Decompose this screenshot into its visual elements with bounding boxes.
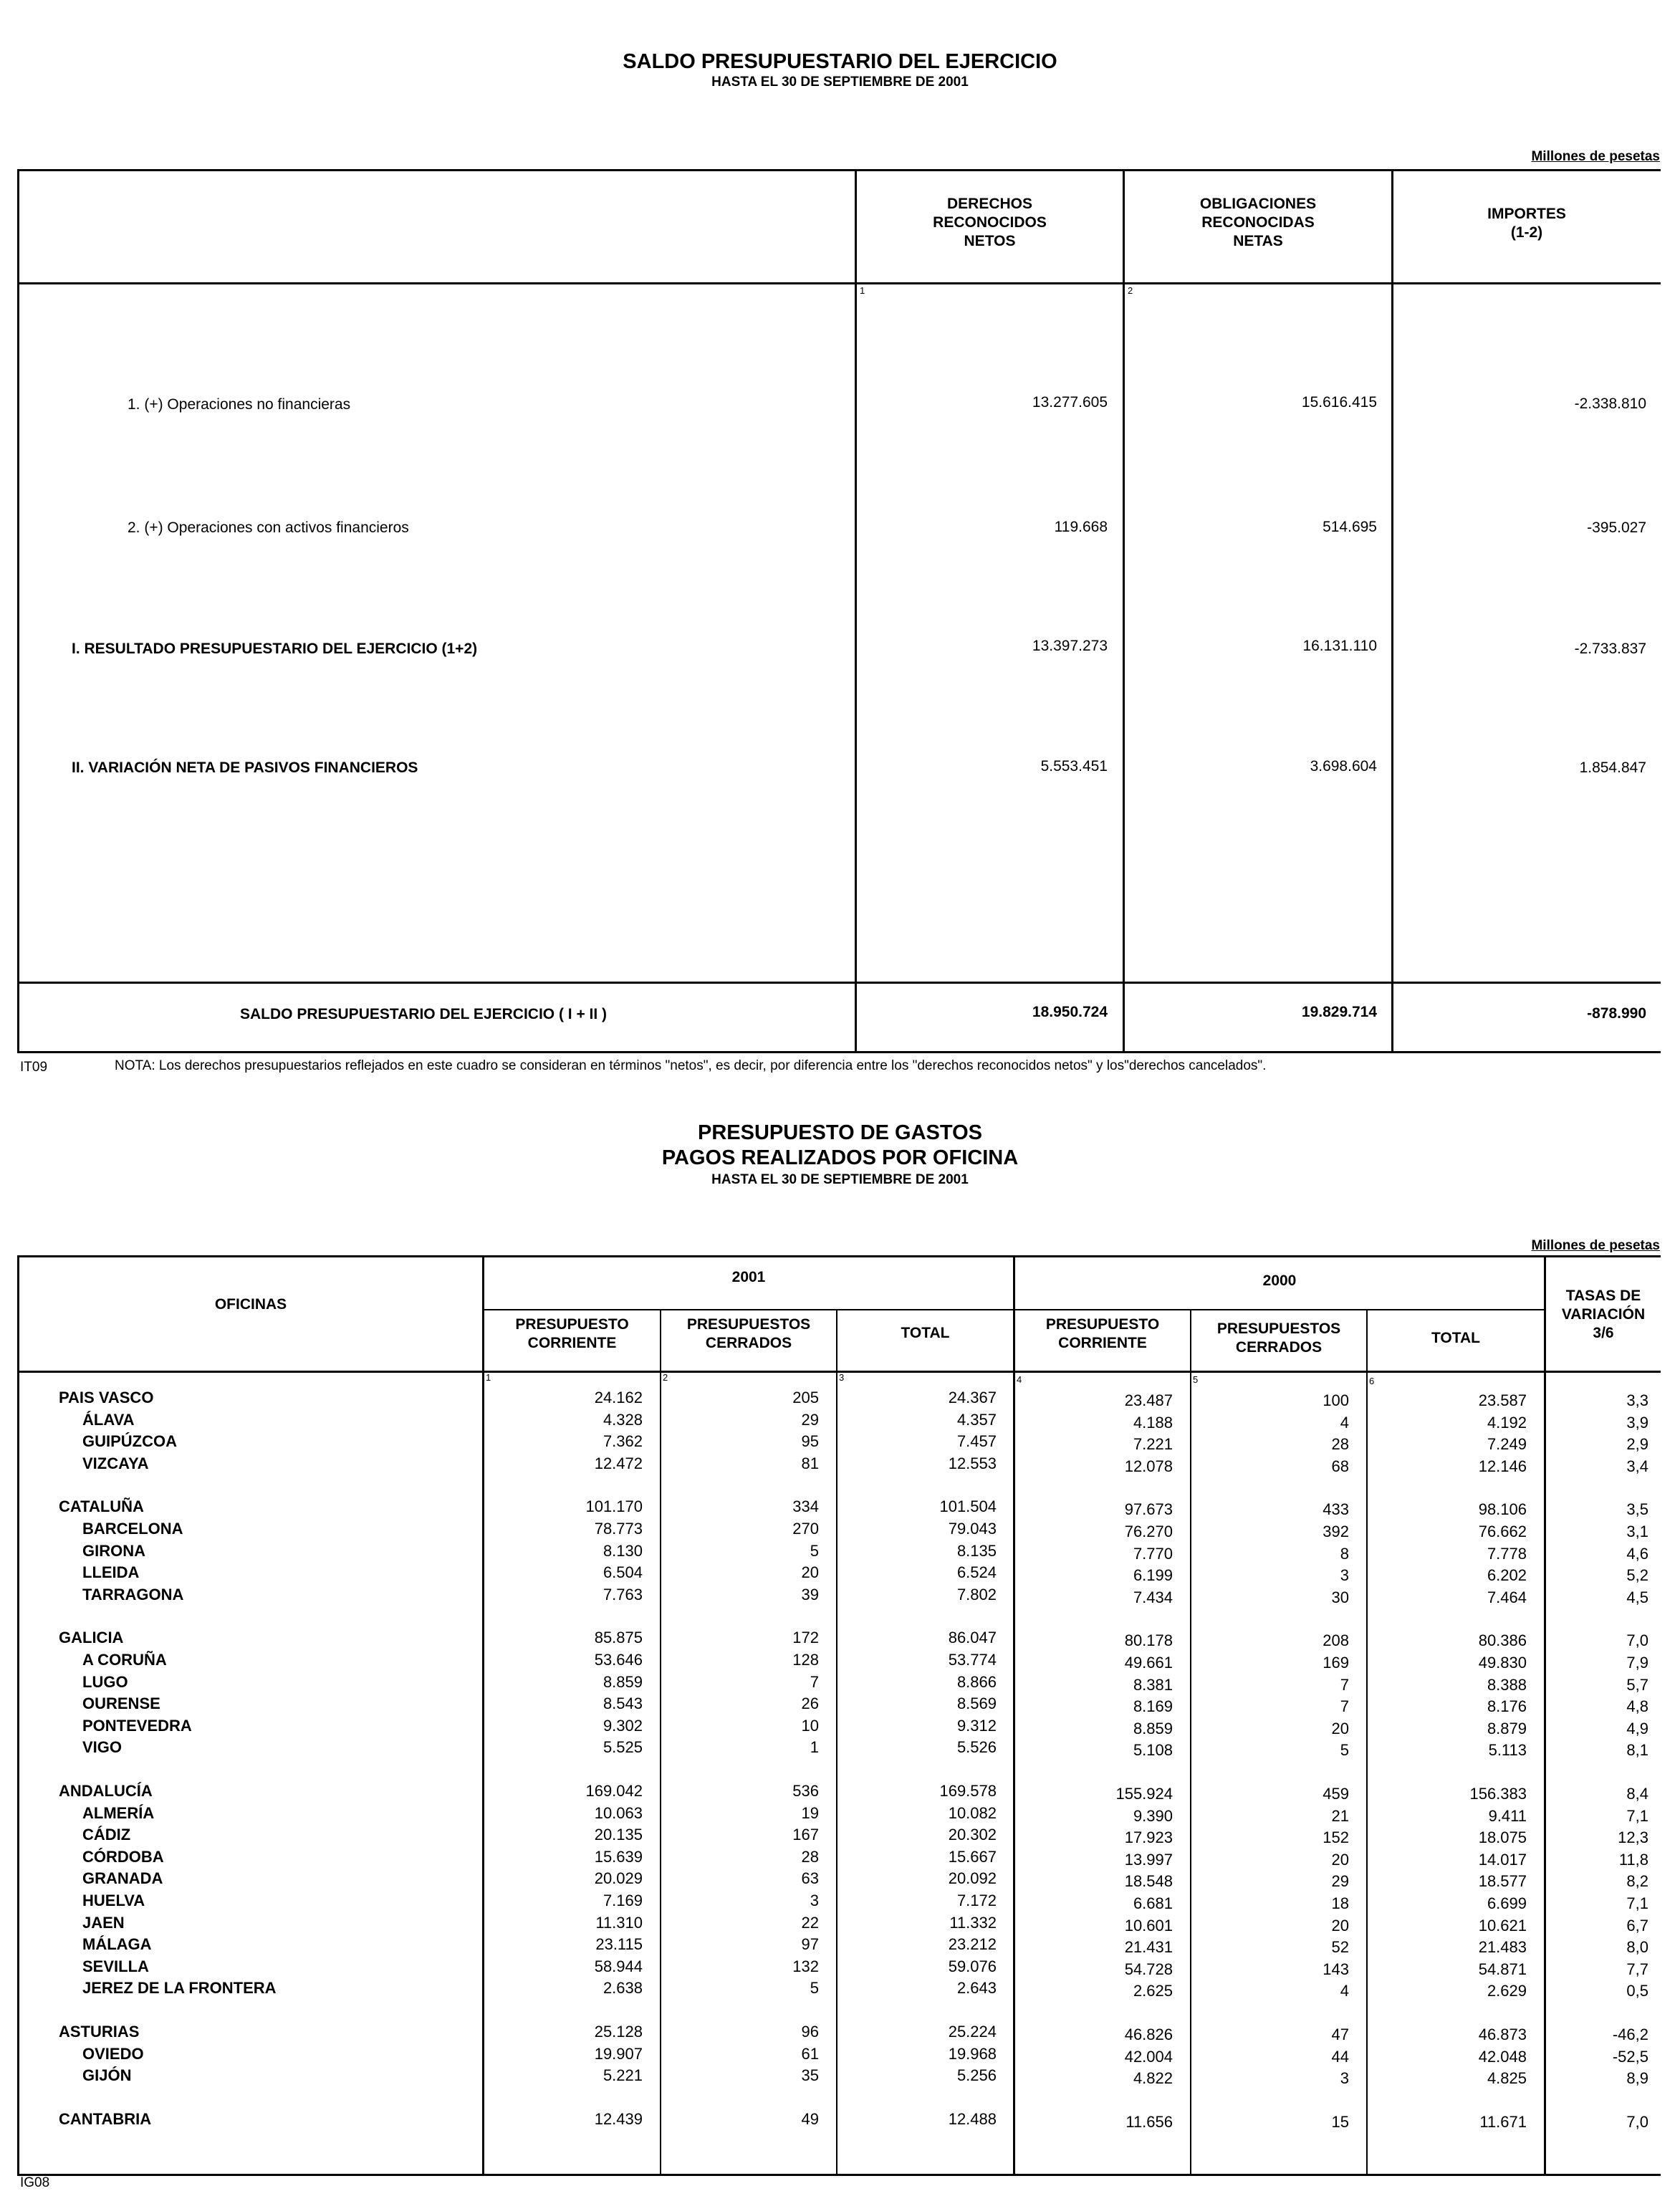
cell-value: 7.778	[1487, 1544, 1527, 1563]
row-label: VIZCAYA	[82, 1454, 149, 1472]
cell-value: 8.569	[956, 1694, 997, 1713]
cell-value: 143	[1323, 1960, 1349, 1978]
cell-value: 49	[801, 2109, 819, 2128]
cell-value: 97	[801, 1935, 819, 1954]
cell-value: 46.826	[1124, 2025, 1173, 2043]
cell-value: 7.802	[956, 1585, 997, 1603]
cell-value: 11.656	[1125, 2112, 1173, 2131]
row-label: ÁLAVA	[82, 1410, 135, 1429]
saldo-unit: Millones de pesetas	[1531, 149, 1660, 164]
cell-value: 68	[1331, 1457, 1349, 1475]
row-label: ASTURIAS	[59, 2023, 140, 2041]
row-label: CANTABRIA	[59, 2109, 152, 2128]
cell-value: 155.924	[1115, 1785, 1173, 1803]
cell-value: 20	[1331, 1719, 1349, 1737]
cell-value: 11.310	[595, 1913, 643, 1932]
cell-value: 132	[792, 1957, 819, 1975]
cell-value: 95	[801, 1432, 819, 1451]
cell-value: 20.135	[594, 1826, 643, 1844]
cell-value: 9.312	[956, 1716, 997, 1735]
cell-value: 18	[1331, 1894, 1349, 1912]
cell-value: -52,5	[1612, 2047, 1648, 2066]
cell-value: 8.135	[956, 1541, 997, 1560]
cell-value: 169	[1323, 1654, 1349, 1672]
cell-value: 1	[810, 1738, 819, 1757]
cell-value: 459	[1323, 1785, 1349, 1803]
row-label: JAEN	[82, 1913, 125, 1932]
cell-value: 10.063	[594, 1803, 643, 1822]
cell-value: 44	[1331, 2047, 1349, 2066]
cell-value: 49.830	[1478, 1654, 1527, 1672]
cell-value: 24.162	[594, 1389, 643, 1406]
cell-value: 13.997	[1124, 1850, 1173, 1869]
cell-value: 8.543	[603, 1694, 643, 1713]
cell-value: 6,7	[1626, 1916, 1648, 1934]
cell-value: 18.577	[1478, 1872, 1527, 1891]
cell-value: 18.548	[1124, 1872, 1173, 1891]
row-label: CÁDIZ	[82, 1826, 131, 1844]
cell-value: 5	[1340, 1741, 1349, 1760]
cell-value: 7,9	[1626, 1654, 1648, 1672]
cell-value: 4	[1340, 1413, 1349, 1432]
cell-value: 3,1	[1626, 1523, 1648, 1540]
cell-value: 270	[792, 1520, 819, 1538]
cell-value: 5,7	[1626, 1675, 1648, 1694]
row-label: GRANADA	[82, 1869, 163, 1888]
header-oficinas: OFICINAS	[214, 1296, 287, 1313]
cell-value: 12,3	[1618, 1828, 1648, 1847]
cell-value: 25.128	[594, 2023, 643, 2041]
col-number-1: 1	[860, 285, 865, 296]
cell-value: 4,9	[1626, 1719, 1648, 1737]
cell-value: 0,5	[1626, 1982, 1648, 2000]
cell-value: 35	[801, 2066, 819, 2085]
header-total-2000: TOTAL	[1431, 1330, 1481, 1346]
cell-value: 7,1	[1626, 1806, 1648, 1825]
col-number-2: 2	[1128, 285, 1133, 296]
cell-value: 2.643	[956, 1979, 997, 1998]
cell-value: 8	[1340, 1544, 1349, 1563]
cell-value: 7,0	[1626, 1631, 1648, 1650]
cell-value: 11.332	[949, 1913, 997, 1932]
cell-value: 7.362	[603, 1432, 643, 1451]
cell-value: 10	[801, 1716, 819, 1735]
cell-value: 5.526	[956, 1738, 997, 1757]
cell-value: 28	[801, 1847, 819, 1866]
cell-value: 3,9	[1626, 1413, 1648, 1432]
cell-value: 20.092	[948, 1869, 997, 1888]
cell-value: 42.004	[1124, 2047, 1173, 2066]
cell-value: 4.192	[1487, 1413, 1527, 1432]
row-label: A CORUÑA	[82, 1651, 167, 1669]
cell-value: 10.601	[1124, 1916, 1173, 1934]
cell-value: 6.202	[1487, 1566, 1527, 1585]
col-number: 6	[1369, 1376, 1375, 1386]
cell-value: 128	[792, 1651, 819, 1669]
cell-value: 19.968	[948, 2044, 997, 2063]
row-label: TARRAGONA	[82, 1585, 184, 1603]
cell-value: 20	[1331, 1850, 1349, 1869]
row-label: VIGO	[82, 1738, 123, 1757]
saldo-subtitle: HASTA EL 30 DE SEPTIEMBRE DE 2001	[711, 75, 969, 90]
cell-value: 10.082	[948, 1803, 997, 1822]
cell-value: 8.381	[1133, 1675, 1173, 1694]
cell-value: 39	[801, 1585, 819, 1603]
cell-value: 79.043	[948, 1520, 997, 1538]
cell-value: 61	[801, 2044, 819, 2063]
cell-value: 22	[801, 1913, 819, 1932]
col-number: 1	[486, 1372, 491, 1383]
cell-value: 12.472	[594, 1454, 643, 1472]
cell-value: 7	[810, 1672, 819, 1691]
cell-value: 205	[792, 1389, 819, 1406]
cell-value: 52	[1331, 1938, 1349, 1957]
cell-value: 3,5	[1626, 1500, 1648, 1519]
cell-value: 2.638	[603, 1979, 643, 1998]
cell-value: 12.146	[1478, 1457, 1527, 1475]
row-label: HUELVA	[82, 1892, 145, 1909]
cell-value: 96	[801, 2023, 819, 2041]
row-label: GIRONA	[82, 1541, 145, 1560]
row-label: OVIEDO	[82, 2044, 144, 2063]
row-label: ALMERÍA	[82, 1803, 155, 1822]
cell-value: 6.504	[603, 1563, 643, 1582]
cell-value: 169.042	[585, 1782, 643, 1800]
cell-value: 12.553	[948, 1454, 997, 1472]
cell-value: 29	[1331, 1872, 1349, 1891]
cell-value: 8,4	[1626, 1785, 1648, 1803]
cell-value: 3	[810, 1892, 819, 1909]
cell-value: 23.115	[595, 1935, 643, 1954]
gastos-title2: PAGOS REALIZADOS POR OFICINA	[661, 1146, 1019, 1169]
row-label: CATALUÑA	[59, 1497, 144, 1516]
col-number: 5	[1193, 1374, 1199, 1385]
row-label: ANDALUCÍA	[59, 1782, 153, 1800]
cell-value: 7,1	[1626, 1894, 1648, 1912]
header-corriente-2000: PRESUPUESTO CORRIENTE	[1045, 1316, 1160, 1351]
cell-value: 17.923	[1124, 1828, 1173, 1847]
row-label: MÁLAGA	[82, 1935, 152, 1954]
header-tasas: TASAS DE VARIACIÓN 3/6	[1561, 1288, 1646, 1341]
cell-value: 97.673	[1124, 1500, 1173, 1519]
cell-value: 42.048	[1478, 2047, 1527, 2066]
cell-value: 8,2	[1626, 1872, 1648, 1891]
col-number: 3	[839, 1372, 845, 1383]
cell-value: 54.728	[1124, 1960, 1173, 1978]
cell-value: 7.457	[956, 1432, 997, 1451]
cell-value: 76.662	[1478, 1523, 1527, 1540]
cell-value: 63	[801, 1869, 819, 1888]
cell-value: 334	[792, 1497, 819, 1516]
cell-value: 30	[1331, 1588, 1349, 1606]
gastos-subtitle: HASTA EL 30 DE SEPTIEMBRE DE 2001	[711, 1172, 969, 1187]
cell-value: 98.106	[1478, 1500, 1527, 1519]
cell-value: 5.221	[603, 2066, 643, 2085]
cell-value: 4.822	[1133, 2069, 1173, 2088]
cell-value: 11,8	[1618, 1850, 1648, 1869]
cell-value: 15	[1331, 2112, 1349, 2131]
header-obligaciones: OBLIGACIONES RECONOCIDAS NETAS	[1199, 196, 1317, 249]
cell-value: 5.525	[603, 1738, 643, 1757]
cell-value: 7	[1340, 1675, 1349, 1694]
cell-value: 3	[1340, 1566, 1349, 1585]
cell-value: 9.390	[1133, 1806, 1173, 1825]
cell-value: 6.699	[1487, 1894, 1527, 1912]
cell-value: 100	[1323, 1391, 1349, 1409]
cell-value: 152	[1323, 1828, 1349, 1847]
row-label: GUIPÚZCOA	[82, 1432, 177, 1451]
cell-value: 47	[1331, 2025, 1349, 2043]
cell-value: 8,9	[1626, 2069, 1648, 2088]
cell-value: 19	[801, 1803, 819, 1822]
cell-value: 208	[1323, 1631, 1349, 1650]
cell-value: 5.113	[1488, 1741, 1527, 1760]
cell-value: 7	[1340, 1697, 1349, 1716]
cell-value: 6.524	[956, 1563, 997, 1582]
cell-value: 12.078	[1124, 1457, 1173, 1475]
cell-value: 23.587	[1478, 1391, 1527, 1409]
cell-value: 392	[1323, 1523, 1349, 1540]
cell-value: 20.302	[948, 1826, 997, 1844]
cell-value: 8,1	[1626, 1741, 1648, 1760]
cell-value: 29	[801, 1410, 819, 1429]
cell-value: 8.859	[603, 1672, 643, 1691]
cell-value: 4.357	[956, 1410, 997, 1429]
cell-value: 11.671	[1479, 2112, 1527, 2131]
cell-value: 101.170	[585, 1497, 643, 1516]
cell-value: 9.302	[603, 1716, 643, 1735]
cell-value: 9.411	[1488, 1806, 1527, 1825]
row-label: LLEIDA	[82, 1563, 140, 1582]
cell-value: 101.504	[939, 1497, 997, 1516]
row-label: OURENSE	[82, 1694, 160, 1713]
cell-value: 24.367	[948, 1389, 997, 1406]
cell-value: 4.825	[1487, 2069, 1527, 2088]
gastos-unit: Millones de pesetas	[1531, 1238, 1660, 1253]
header-importes: IMPORTES (1-2)	[1487, 206, 1566, 241]
cell-value: 167	[792, 1826, 819, 1844]
cell-value: 58.944	[594, 1957, 643, 1975]
header-cerrados-2000: PRESUPUESTOS CERRADOS	[1216, 1320, 1341, 1356]
cell-value: 26	[801, 1694, 819, 1713]
cell-value: 18.075	[1478, 1828, 1527, 1847]
cell-value: 8.169	[1133, 1697, 1173, 1716]
cell-value: 86.047	[948, 1629, 997, 1647]
cell-value: 536	[792, 1782, 819, 1800]
cell-value: 7.763	[603, 1585, 643, 1603]
cell-value: 2.625	[1133, 1982, 1173, 2000]
cell-value: 49.661	[1124, 1654, 1173, 1672]
cell-value: 20	[801, 1563, 819, 1582]
cell-value: 4.188	[1133, 1413, 1173, 1432]
cell-value: 8.176	[1487, 1697, 1527, 1716]
cell-value: 3	[1340, 2069, 1349, 2088]
cell-value: 21.431	[1124, 1938, 1173, 1957]
row-label: GALICIA	[59, 1629, 124, 1647]
cell-value: 7.434	[1133, 1588, 1173, 1606]
col-number: 4	[1017, 1374, 1022, 1385]
cell-value: 5	[810, 1979, 819, 1998]
cell-value: 7,7	[1626, 1960, 1648, 1978]
cell-value: 7.172	[956, 1892, 997, 1909]
cell-value: 7.249	[1487, 1435, 1527, 1454]
cell-value: 15.639	[594, 1847, 643, 1866]
cell-value: 6.199	[1133, 1566, 1173, 1585]
saldo-note: NOTA: Los derechos presupuestarios reflejados en este cuadro se consideran en términos "netos", es decir, por diferencia entre los "derechos reconocidos netos" y los"derechos cancelados".	[115, 1058, 1267, 1073]
cell-value: 53.646	[594, 1651, 643, 1669]
cell-value: 8.388	[1487, 1675, 1527, 1694]
cell-value: 78.773	[594, 1520, 643, 1538]
row-label: SEVILLA	[82, 1957, 149, 1975]
header-year-2001: 2001	[731, 1269, 766, 1285]
cell-value: 10.621	[1478, 1916, 1527, 1934]
cell-value: 23.487	[1124, 1391, 1173, 1409]
cell-value: 8.866	[956, 1672, 997, 1691]
cell-value: 54.871	[1478, 1960, 1527, 1978]
row-label: JEREZ DE LA FRONTERA	[82, 1979, 277, 1998]
cell-value: 433	[1323, 1500, 1349, 1519]
cell-value: 5.108	[1133, 1741, 1173, 1760]
cell-value: 7,0	[1626, 2112, 1648, 2131]
cell-value: 7.221	[1133, 1435, 1173, 1454]
cell-value: 23.212	[948, 1935, 997, 1954]
row-label: BARCELONA	[82, 1520, 183, 1538]
cell-value: 12.488	[948, 2109, 997, 2128]
cell-value: 15.667	[948, 1847, 997, 1866]
cell-value: 2,9	[1626, 1435, 1648, 1454]
cell-value: 46.873	[1478, 2025, 1527, 2043]
gastos-title: PRESUPUESTO DE GASTOS	[698, 1121, 982, 1144]
cell-value: 59.076	[948, 1957, 997, 1975]
cell-value: 8.859	[1133, 1719, 1173, 1737]
header-derechos: DERECHOS RECONOCIDOS NETOS	[933, 196, 1047, 249]
cell-value: 8,0	[1626, 1938, 1648, 1957]
cell-value: 5.256	[956, 2066, 997, 2085]
saldo-title: SALDO PRESUPUESTARIO DEL EJERCICIO	[623, 50, 1057, 73]
cell-value: 12.439	[594, 2109, 643, 2128]
cell-value: 20.029	[594, 1869, 643, 1888]
cell-value: 7.770	[1133, 1544, 1173, 1563]
cell-value: -46,2	[1612, 2025, 1648, 2043]
cell-value: 25.224	[948, 2023, 997, 2041]
cell-value: 21.483	[1478, 1938, 1527, 1957]
row-label: PAIS VASCO	[59, 1389, 154, 1406]
row-label: LUGO	[82, 1672, 128, 1691]
cell-value: 4,6	[1626, 1544, 1648, 1563]
cell-value: 5,2	[1626, 1566, 1648, 1585]
cell-value: 156.383	[1469, 1785, 1527, 1803]
row-label: PONTEVEDRA	[82, 1716, 192, 1735]
cell-value: 28	[1331, 1435, 1349, 1454]
cell-value: 4.328	[603, 1410, 643, 1429]
cell-value: 19.907	[594, 2044, 643, 2063]
col-number: 2	[663, 1372, 668, 1383]
cell-value: 85.875	[594, 1629, 643, 1647]
cell-value: 2.629	[1487, 1982, 1527, 2000]
row-label: CÓRDOBA	[82, 1847, 164, 1866]
cell-value: 80.178	[1124, 1631, 1173, 1650]
cell-value: 14.017	[1478, 1850, 1527, 1869]
cell-value: 53.774	[948, 1651, 997, 1669]
cell-value: 80.386	[1478, 1631, 1527, 1650]
cell-value: 169.578	[939, 1782, 997, 1800]
table-code: IG08	[20, 2175, 50, 2190]
cell-value: 4,8	[1626, 1697, 1648, 1716]
cell-value: 6.681	[1133, 1894, 1173, 1912]
cell-value: 20	[1331, 1916, 1349, 1934]
cell-value: 3,4	[1626, 1457, 1648, 1475]
cell-value: 8.879	[1487, 1719, 1527, 1737]
cell-value: 7.464	[1487, 1588, 1527, 1606]
cell-value: 172	[792, 1629, 819, 1647]
header-corriente-2001: PRESUPUESTO CORRIENTE	[515, 1316, 629, 1351]
cell-value: 7.169	[603, 1892, 643, 1909]
cell-value: 3,3	[1626, 1391, 1648, 1409]
row-label: GIJÓN	[82, 2066, 132, 2085]
cell-value: 8.130	[603, 1541, 643, 1560]
cell-value: 21	[1331, 1806, 1349, 1825]
cell-value: 5	[810, 1541, 819, 1560]
header-total-2001: TOTAL	[901, 1325, 950, 1341]
cell-value: 81	[801, 1454, 819, 1472]
cell-value: 4	[1340, 1982, 1349, 2000]
cell-value: 4,5	[1626, 1588, 1648, 1606]
header-cerrados-2001: PRESUPUESTOS CERRADOS	[686, 1316, 811, 1351]
header-year-2000: 2000	[1262, 1272, 1297, 1289]
table-code: IT09	[20, 1060, 48, 1075]
cell-value: 76.270	[1124, 1523, 1173, 1540]
